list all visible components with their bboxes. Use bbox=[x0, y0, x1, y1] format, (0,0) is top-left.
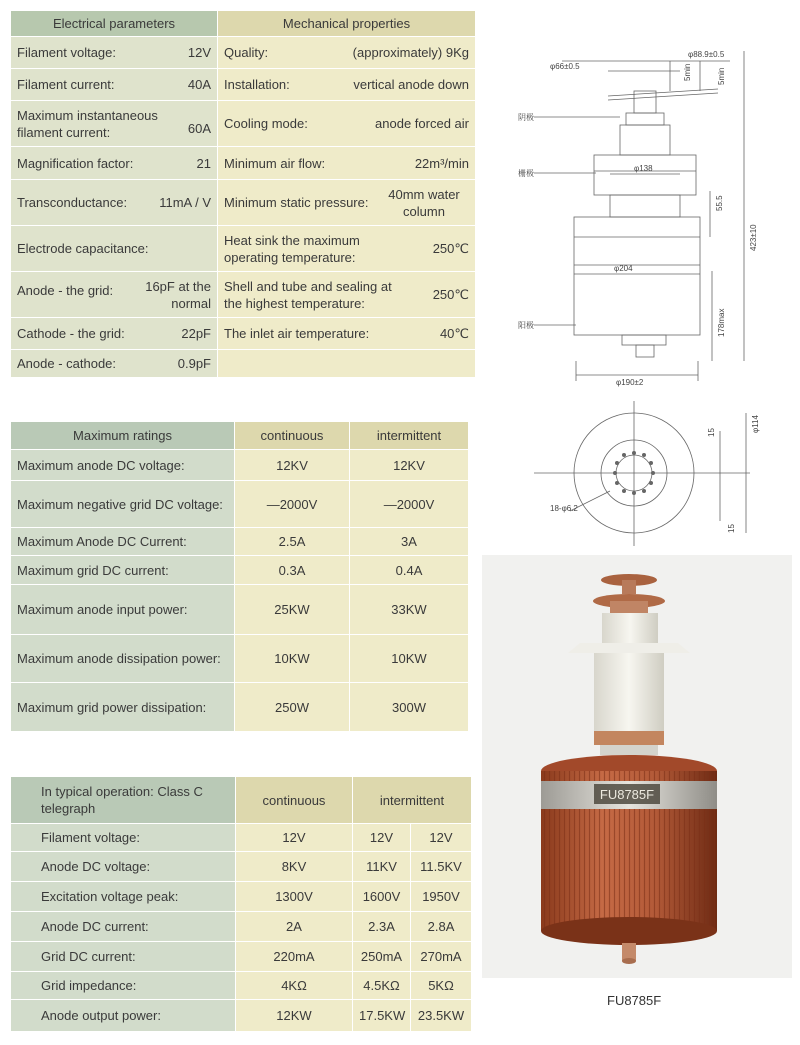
dim-label: φ204 bbox=[614, 264, 633, 273]
typical-label: Anode DC voltage: bbox=[11, 852, 236, 882]
mechanical-properties-header: Mechanical properties bbox=[218, 11, 476, 37]
tube-illustration bbox=[482, 555, 792, 978]
grid-label: 栅极 bbox=[518, 169, 534, 178]
typical-label: Anode output power: bbox=[11, 1000, 236, 1032]
typical-header-intermittent: intermittent bbox=[353, 777, 472, 824]
dim-label: 178max bbox=[717, 308, 726, 337]
property-label: Cooling mode: bbox=[224, 116, 308, 131]
electrical-parameters-header: Electrical parameters bbox=[11, 11, 218, 37]
typical-continuous: 2A bbox=[236, 912, 353, 942]
typical-intermittent-2: 12V bbox=[411, 824, 472, 852]
rating-continuous: 250W bbox=[235, 683, 350, 732]
param-label: Anode - the grid: bbox=[17, 282, 114, 298]
property-value: 22m³/min bbox=[414, 155, 469, 171]
rating-label: Maximum anode input power: bbox=[11, 585, 235, 635]
typical-label: Anode DC current: bbox=[11, 912, 236, 942]
property-value: 250℃ bbox=[432, 241, 469, 256]
dim-label: 15 bbox=[707, 428, 716, 437]
typical-continuous: 220mA bbox=[236, 942, 353, 972]
anode-label: 阳极 bbox=[518, 321, 534, 330]
photo-caption: FU8785F bbox=[607, 993, 662, 1008]
rating-label: Maximum negative grid DC voltage: bbox=[11, 481, 235, 528]
dim-label: φ190±2 bbox=[616, 378, 644, 387]
typical-label: Filament voltage: bbox=[11, 824, 236, 852]
param-label: Electrode capacitance: bbox=[17, 241, 149, 256]
param-value: 21 bbox=[196, 155, 211, 171]
rating-continuous: 2.5A bbox=[235, 528, 350, 556]
property-label: Quality: bbox=[224, 45, 269, 60]
rating-label: Maximum anode dissipation power: bbox=[11, 635, 235, 683]
property-label: Minimum static pressure: bbox=[224, 195, 369, 210]
typical-operation-table bbox=[10, 776, 472, 1032]
tube-dimension-drawing bbox=[510, 21, 790, 549]
property-label: Installation: bbox=[224, 77, 290, 92]
param-value: 16pF at the normal bbox=[145, 278, 211, 311]
rating-label: Maximum anode DC voltage: bbox=[11, 450, 235, 481]
property-value: 250℃ bbox=[432, 287, 469, 302]
typical-intermittent-2: 23.5KW bbox=[411, 1000, 472, 1032]
typical-label: Grid impedance: bbox=[11, 972, 236, 1000]
rating-intermittent: 12KV bbox=[350, 450, 469, 481]
rating-continuous: 12KV bbox=[235, 450, 350, 481]
typical-continuous: 1300V bbox=[236, 882, 353, 912]
rating-continuous: 0.3A bbox=[235, 556, 350, 585]
dim-label: 18-φ6.2 bbox=[550, 504, 578, 513]
param-value: 12V bbox=[187, 45, 211, 60]
typical-intermittent-2: 5KΩ bbox=[411, 972, 472, 1000]
param-label: Transconductance: bbox=[17, 195, 128, 210]
property-value: (approximately) 9Kg bbox=[352, 45, 469, 60]
dim-label: φ114 bbox=[751, 415, 760, 433]
param-value: 11mA / V bbox=[159, 195, 211, 210]
typical-intermittent-1: 1600V bbox=[353, 882, 411, 912]
param-label: Cathode - the grid: bbox=[17, 326, 125, 341]
typical-continuous: 8KV bbox=[236, 852, 353, 882]
dim-label: 423±10 bbox=[749, 224, 758, 251]
dim-label: φ138 bbox=[634, 164, 653, 173]
empty-cell bbox=[218, 350, 476, 378]
rating-continuous: —2000V bbox=[235, 481, 350, 528]
typical-intermittent-1: 4.5KΩ bbox=[353, 972, 411, 1000]
cathode-label: 阴极 bbox=[518, 113, 534, 122]
property-label: Shell and tube and sealing at the highest temperature: bbox=[224, 278, 392, 311]
param-label: Magnification factor: bbox=[17, 155, 134, 171]
ratings-header-intermittent: intermittent bbox=[350, 422, 469, 450]
rating-intermittent: 300W bbox=[350, 683, 469, 732]
typical-intermittent-1: 12V bbox=[353, 824, 411, 852]
dim-label: 5min bbox=[717, 67, 726, 85]
rating-label: Maximum Anode DC Current: bbox=[11, 528, 235, 556]
rating-intermittent: 3A bbox=[350, 528, 469, 556]
property-label: Minimum air flow: bbox=[224, 155, 326, 171]
param-value: 22pF bbox=[181, 326, 211, 341]
typical-intermittent-2: 11.5KV bbox=[411, 852, 472, 882]
property-label: Heat sink the maximum operating temperature: bbox=[224, 232, 360, 265]
typical-label: Excitation voltage peak: bbox=[11, 882, 236, 912]
dim-label: φ88.9±0.5 bbox=[688, 50, 725, 59]
property-value: 40℃ bbox=[439, 326, 469, 341]
property-value: vertical anode down bbox=[353, 77, 469, 92]
tube-model-label: FU8785F bbox=[599, 787, 655, 802]
tube-product-photo bbox=[482, 555, 792, 978]
electrical-mechanical-table bbox=[10, 10, 476, 378]
rating-intermittent: 10KW bbox=[350, 635, 469, 683]
typical-header-title: In typical operation: Class C telegraph bbox=[11, 777, 236, 824]
param-label: Filament voltage: bbox=[17, 45, 116, 60]
param-label: Filament current: bbox=[17, 77, 115, 92]
param-value: 40A bbox=[187, 77, 211, 92]
dim-label: 5min bbox=[683, 63, 692, 81]
maximum-ratings-table bbox=[10, 421, 469, 732]
property-value: anode forced air bbox=[375, 116, 469, 131]
rating-intermittent: —2000V bbox=[350, 481, 469, 528]
dim-label: 15 bbox=[727, 524, 736, 533]
typical-intermittent-2: 1950V bbox=[411, 882, 472, 912]
property-value: 40mm water column bbox=[388, 186, 460, 219]
typical-intermittent-1: 250mA bbox=[353, 942, 411, 972]
typical-continuous: 12KW bbox=[236, 1000, 353, 1032]
ratings-header-title: Maximum ratings bbox=[11, 422, 235, 450]
dim-label: φ66±0.5 bbox=[550, 62, 580, 71]
typical-intermittent-1: 2.3A bbox=[353, 912, 411, 942]
typical-intermittent-2: 270mA bbox=[411, 942, 472, 972]
param-value: 60A bbox=[187, 120, 211, 136]
rating-continuous: 25KW bbox=[235, 585, 350, 635]
param-value: 0.9pF bbox=[177, 356, 211, 371]
typical-continuous: 4KΩ bbox=[236, 972, 353, 1000]
typical-intermittent-1: 17.5KW bbox=[353, 1000, 411, 1032]
rating-intermittent: 33KW bbox=[350, 585, 469, 635]
dim-label: 55.5 bbox=[715, 195, 724, 211]
ratings-header-continuous: continuous bbox=[235, 422, 350, 450]
typical-label: Grid DC current: bbox=[11, 942, 236, 972]
param-label: Maximum instantaneous filament current: bbox=[17, 107, 158, 140]
typical-intermittent-1: 11KV bbox=[353, 852, 411, 882]
drawing-svg bbox=[510, 21, 790, 549]
typical-intermittent-2: 2.8A bbox=[411, 912, 472, 942]
rating-intermittent: 0.4A bbox=[350, 556, 469, 585]
typical-header-continuous: continuous bbox=[236, 777, 353, 824]
rating-label: Maximum grid DC current: bbox=[11, 556, 235, 585]
rating-label: Maximum grid power dissipation: bbox=[11, 683, 235, 732]
typical-continuous: 12V bbox=[236, 824, 353, 852]
rating-continuous: 10KW bbox=[235, 635, 350, 683]
property-label: The inlet air temperature: bbox=[224, 326, 370, 341]
param-label: Anode - cathode: bbox=[17, 356, 117, 371]
